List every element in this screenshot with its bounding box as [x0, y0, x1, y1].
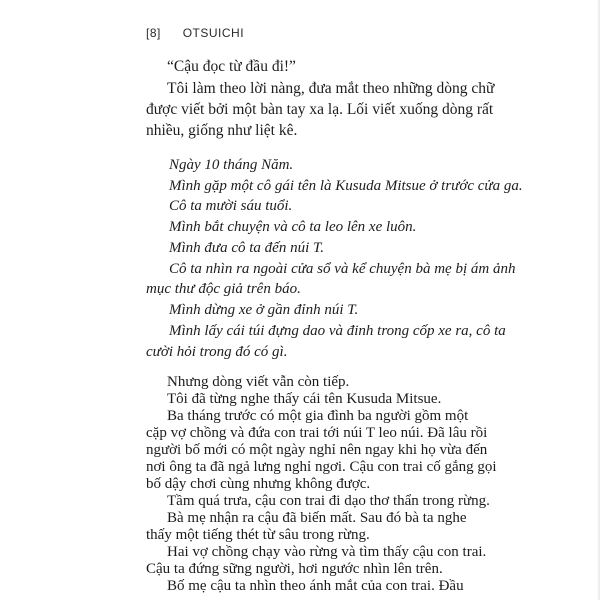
author-name: OTSUICHI [182, 26, 245, 40]
journal-line: Cô ta nhìn ra ngoài cửa sổ và kể chuyện bà mẹ bị ám ảnh [169, 261, 516, 277]
body-line: Tầm quá trưa, cậu con trai đi dạo thơ thẩn trong rừng. [167, 493, 490, 509]
body-line: Nhưng dòng viết vẫn còn tiếp. [167, 374, 350, 390]
page-number: [8] [146, 26, 161, 40]
journal-line: cười hỏi trong đó có gì. [146, 344, 288, 360]
journal-line: Mình dừng xe ở gần đỉnh núi T. [169, 302, 359, 318]
body-line: Bà mẹ nhận ra cậu đã biến mất. Sau đó bà ta nghe [167, 510, 467, 526]
journal-line: Mình lấy cái túi đựng dao và đinh trong cốp xe ra, cô ta [169, 323, 506, 339]
paragraph-line: được viết bởi một bàn tay xa lạ. Lối viết xuống dòng rất [146, 101, 494, 118]
journal-line: Mình đưa cô ta đến núi T. [169, 240, 324, 256]
body-line: Ba tháng trước có một gia đình ba người gồm một [167, 408, 469, 424]
body-line: bố dậy chơi cùng nhưng không được. [146, 476, 371, 492]
body-line: Tôi đã từng nghe thấy cái tên Kusuda Mitsue. [167, 391, 442, 407]
journal-line: Mình gặp một cô gái tên là Kusuda Mitsue ở trước cửa ga. [169, 178, 523, 194]
body-line: thấy một tiếng thét từ sâu trong rừng. [146, 527, 370, 543]
journal-line: Cô ta mười sáu tuổi. [169, 198, 293, 214]
body-line: Bố mẹ cậu ta nhìn theo ánh mắt của con trai. Đầu [167, 578, 464, 594]
journal-line: mục thư độc giả trên báo. [146, 281, 301, 297]
paragraph-line: Tôi làm theo lời nàng, đưa mắt theo những dòng chữ [167, 80, 495, 97]
running-header [146, 26, 244, 40]
body-line: cặp vợ chồng và đứa con trai tới núi T leo núi. Đã lâu rồi [146, 425, 488, 441]
journal-line: Ngày 10 tháng Năm. [169, 157, 294, 173]
body-line: nơi ông ta đã ngả lưng nghỉ ngơi. Cậu con trai cố gắng gọi [146, 459, 497, 475]
journal-line: Mình bắt chuyện và cô ta leo lên xe luôn. [169, 219, 417, 235]
paragraph-line: “Cậu đọc từ đầu đi!” [167, 58, 296, 75]
body-line: người bố mới có một ngày nghỉ nên ngay khi họ vừa đến [146, 442, 488, 458]
body-line: Cậu ta đứng sững người, hơi ngước nhìn lên trên. [146, 561, 443, 577]
body-line: Hai vợ chồng chạy vào rừng và tìm thấy cậu con trai. [167, 544, 487, 560]
paragraph-line: nhiều, giống như liệt kê. [146, 122, 298, 139]
